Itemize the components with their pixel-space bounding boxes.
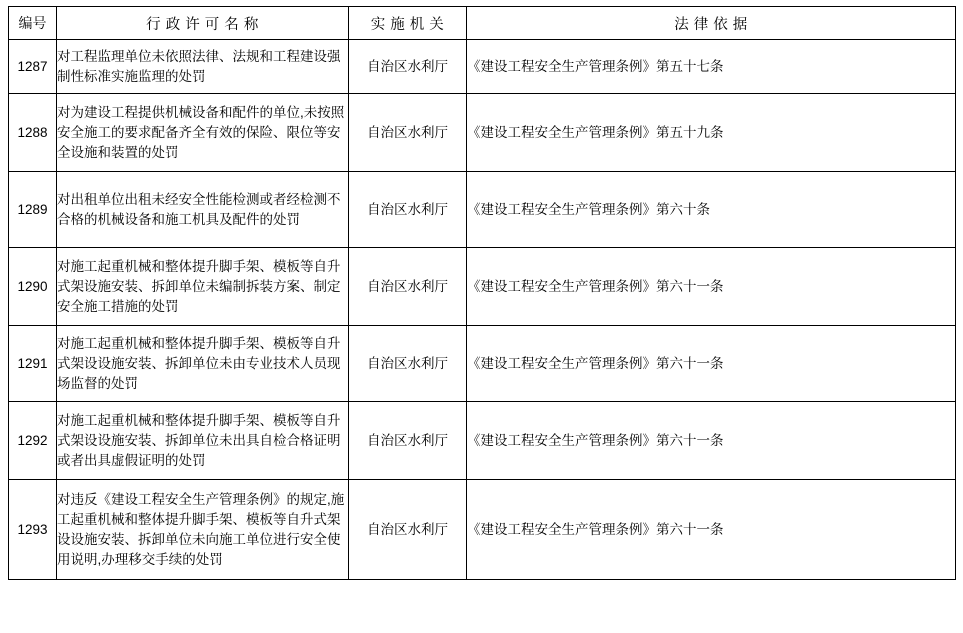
row-permit-name: 对施工起重机械和整体提升脚手架、模板等自升式架设施安装、拆卸单位未编制拆装方案、制定安全施工措施的处罚 xyxy=(57,248,349,326)
row-permit-name: 对违反《建设工程安全生产管理条例》的规定,施工起重机械和整体提升脚手架、模板等自升式架设设施安装、拆卸单位未向施工单位进行安全使用说明,办理移交手续的处罚 xyxy=(57,480,349,580)
row-permit-name: 对施工起重机械和整体提升脚手架、模板等自升式架设设施安装、拆卸单位未出具自检合格证明或者出具虚假证明的处罚 xyxy=(57,402,349,480)
table-row xyxy=(9,40,956,94)
table-row xyxy=(9,172,956,248)
row-law: 《建设工程安全生产管理条例》第六十条 xyxy=(467,172,956,248)
row-org: 自治区水利厅 xyxy=(349,40,467,94)
row-law: 《建设工程安全生产管理条例》第五十七条 xyxy=(467,40,956,94)
row-permit-name: 对出租单位出租未经安全性能检测或者经检测不合格的机械设备和施工机具及配件的处罚 xyxy=(57,172,349,248)
row-org: 自治区水利厅 xyxy=(349,172,467,248)
row-org: 自治区水利厅 xyxy=(349,480,467,580)
row-id: 1291 xyxy=(9,326,57,402)
row-law: 《建设工程安全生产管理条例》第六十一条 xyxy=(467,248,956,326)
row-org: 自治区水利厅 xyxy=(349,248,467,326)
row-org: 自治区水利厅 xyxy=(349,402,467,480)
column-header-id: 编号 xyxy=(9,7,57,40)
administrative-permit-table xyxy=(8,6,956,580)
table-header xyxy=(9,7,956,40)
row-permit-name: 对施工起重机械和整体提升脚手架、模板等自升式架设设施安装、拆卸单位未由专业技术人员现场监督的处罚 xyxy=(57,326,349,402)
row-permit-name: 对为建设工程提供机械设备和配件的单位,未按照安全施工的要求配备齐全有效的保险、限位等安全设施和装置的处罚 xyxy=(57,94,349,172)
row-law: 《建设工程安全生产管理条例》第六十一条 xyxy=(467,326,956,402)
column-header-org: 实 施 机 关 xyxy=(349,7,467,40)
row-org: 自治区水利厅 xyxy=(349,94,467,172)
table-row xyxy=(9,248,956,326)
column-header-name: 行 政 许 可 名 称 xyxy=(57,7,349,40)
row-permit-name: 对工程监理单位未依照法律、法规和工程建设强制性标准实施监理的处罚 xyxy=(57,40,349,94)
row-id: 1289 xyxy=(9,172,57,248)
row-law: 《建设工程安全生产管理条例》第六十一条 xyxy=(467,480,956,580)
table-row xyxy=(9,402,956,480)
table-row xyxy=(9,480,956,580)
table-row xyxy=(9,326,956,402)
row-id: 1287 xyxy=(9,40,57,94)
column-header-law: 法 律 依 据 xyxy=(467,7,956,40)
table-body xyxy=(9,40,956,580)
row-id: 1292 xyxy=(9,402,57,480)
table-header-row xyxy=(9,7,956,40)
table-row xyxy=(9,94,956,172)
row-law: 《建设工程安全生产管理条例》第六十一条 xyxy=(467,402,956,480)
row-id: 1293 xyxy=(9,480,57,580)
row-org: 自治区水利厅 xyxy=(349,326,467,402)
row-id: 1288 xyxy=(9,94,57,172)
row-id: 1290 xyxy=(9,248,57,326)
row-law: 《建设工程安全生产管理条例》第五十九条 xyxy=(467,94,956,172)
